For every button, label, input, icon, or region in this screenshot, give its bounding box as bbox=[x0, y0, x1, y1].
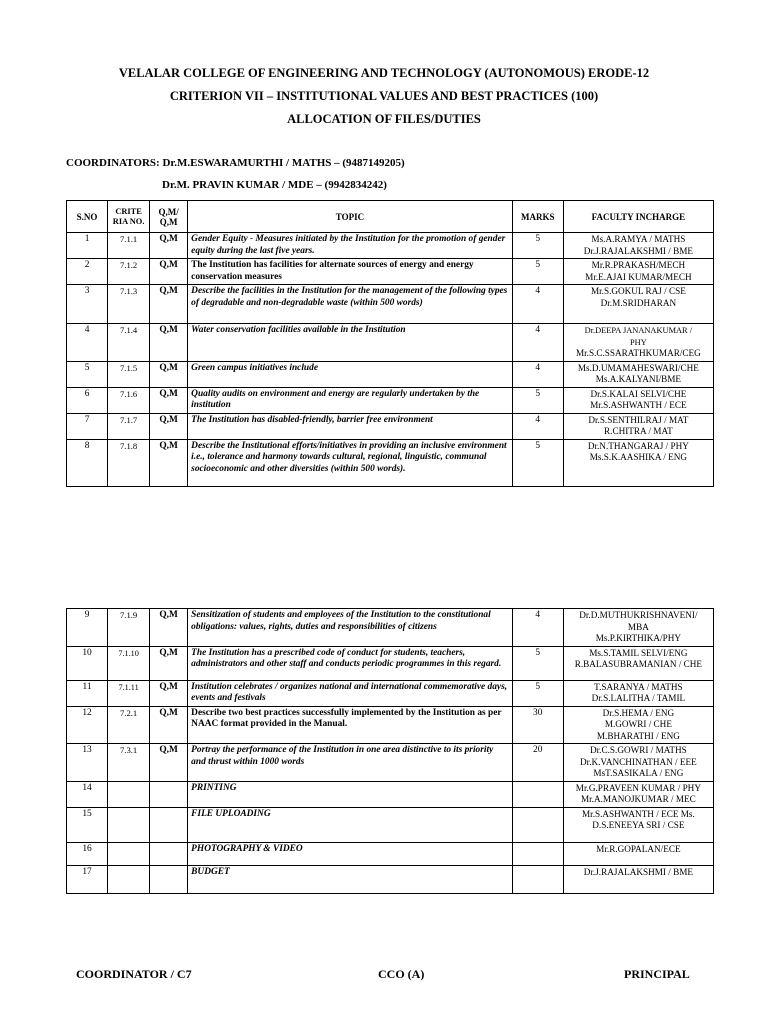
row-marks: 30 bbox=[512, 706, 563, 744]
col-header-topic: TOPIC bbox=[188, 201, 513, 233]
row-topic: Institution celebrates / organizes national and international commemorative days, events and festivals bbox=[188, 680, 513, 706]
row-faculty-incharge bbox=[563, 259, 713, 285]
row-faculty-incharge bbox=[563, 706, 713, 744]
row-qm bbox=[150, 807, 188, 842]
faculty-name: Mr.S.ASHWANTH / ECE bbox=[590, 400, 687, 410]
row-marks: 5 bbox=[512, 259, 563, 285]
faculty-name: MsT.SASIKALA / ENG bbox=[593, 768, 684, 778]
table-row bbox=[67, 865, 714, 893]
faculty-name: Mr.G.PRAVEEN KUMAR / PHY bbox=[575, 782, 701, 793]
allocation-table-part-1 bbox=[66, 200, 714, 487]
row-marks bbox=[512, 842, 563, 865]
row-topic: FILE UPLOADING bbox=[188, 807, 513, 842]
footer-cco: CCO (A) bbox=[378, 967, 425, 981]
faculty-name: Dr.M.SRIDHARAN bbox=[600, 297, 677, 308]
row-qm: Q,M bbox=[150, 744, 188, 782]
row-topic: Green campus initiatives include bbox=[188, 361, 513, 387]
faculty-name: MBA bbox=[627, 621, 649, 632]
row-criteria: 7.3.1 bbox=[108, 744, 150, 782]
row-topic: The Institution has facilities for alternate sources of energy and energy conservation measures bbox=[188, 259, 513, 285]
row-criteria bbox=[108, 842, 150, 865]
row-faculty-incharge bbox=[563, 361, 713, 387]
faculty-name: Dr.C.S.GOWRI / MATHS bbox=[590, 745, 687, 755]
table-row bbox=[67, 361, 714, 387]
row-criteria: 7.1.10 bbox=[108, 646, 150, 680]
row-criteria: 7.2.1 bbox=[108, 706, 150, 744]
row-sno: 3 bbox=[67, 285, 108, 324]
row-topic: Quality audits on environment and energy are regularly undertaken by the institution bbox=[188, 387, 513, 413]
row-topic: Portray the performance of the Institution in one area distinctive to its priority and thrust within 1000 words bbox=[188, 744, 513, 782]
footer-coordinator: COORDINATOR / C7 bbox=[76, 967, 192, 981]
faculty-name: M.GOWRI / CHE bbox=[604, 719, 672, 729]
row-topic: Sensitization of students and employees of the Institution to the constitutional obligations: values, rights, duties and responsibilities of citizens bbox=[188, 609, 513, 647]
row-marks: 4 bbox=[512, 361, 563, 387]
row-marks bbox=[512, 807, 563, 842]
table-row bbox=[67, 233, 714, 259]
row-sno: 15 bbox=[67, 807, 108, 842]
college-title: VELALAR COLLEGE OF ENGINEERING AND TECHNOLOGY (AUTONOMOUS) ERODE-12 bbox=[118, 66, 650, 80]
row-marks bbox=[512, 865, 563, 893]
faculty-name: Dr.N.THANGARAJ / PHY bbox=[587, 440, 689, 451]
row-faculty-incharge bbox=[563, 807, 713, 842]
table-row bbox=[67, 387, 714, 413]
table-row bbox=[67, 706, 714, 744]
col-header-sno: S.NO bbox=[67, 201, 108, 233]
row-criteria: 7.1.11 bbox=[108, 680, 150, 706]
row-faculty-incharge bbox=[563, 285, 713, 324]
faculty-name: Ms.A.RAMYA / MATHS bbox=[591, 234, 686, 244]
row-criteria: 7.1.1 bbox=[108, 233, 150, 259]
row-topic: PHOTOGRAPHY & VIDEO bbox=[188, 842, 513, 865]
row-criteria: 7.1.9 bbox=[108, 609, 150, 647]
row-qm: Q,M bbox=[150, 259, 188, 285]
faculty-name: Dr.DEEPA JANANAKUMAR / bbox=[584, 326, 693, 335]
row-topic: Water conservation facilities available in the Institution bbox=[188, 324, 513, 362]
faculty-name: Dr.D.MUTHUKRISHNAVENI/ bbox=[579, 610, 698, 620]
faculty-name: Dr.S.LALITHA / TAMIL bbox=[591, 693, 686, 703]
coordinator-line-1: COORDINATORS: Dr.M.ESWARAMURTHI / MATHS – (9487149205) bbox=[66, 157, 405, 169]
faculty-name: Mr.E.AJAI KUMAR/MECH bbox=[585, 271, 692, 282]
row-topic: Gender Equity - Measures initiated by the Institution for the promotion of gender equity during the last five years. bbox=[188, 233, 513, 259]
faculty-name: Dr.J.RAJALAKSHMI / BME bbox=[583, 245, 693, 256]
row-faculty-incharge bbox=[563, 387, 713, 413]
row-qm: Q,M bbox=[150, 609, 188, 647]
row-sno: 9 bbox=[67, 609, 108, 647]
row-criteria bbox=[108, 807, 150, 842]
row-faculty-incharge bbox=[563, 324, 713, 362]
faculty-name: Dr.S.SENTHILRAJ / MAT bbox=[588, 414, 689, 425]
table-row bbox=[67, 680, 714, 706]
row-sno: 2 bbox=[67, 259, 108, 285]
row-qm: Q,M bbox=[150, 361, 188, 387]
faculty-name: R.CHITRA / MAT bbox=[604, 426, 673, 436]
row-faculty-incharge bbox=[563, 744, 713, 782]
row-marks: 5 bbox=[512, 680, 563, 706]
faculty-name: Mr.R.PRAKASH/MECH bbox=[591, 260, 686, 270]
row-faculty-incharge bbox=[563, 609, 713, 647]
row-criteria: 7.1.3 bbox=[108, 285, 150, 324]
row-sno: 14 bbox=[67, 781, 108, 807]
faculty-name: D.S.ENEEYA SRI / CSE bbox=[592, 820, 685, 830]
row-qm: Q,M bbox=[150, 439, 188, 486]
row-criteria: 7.1.5 bbox=[108, 361, 150, 387]
row-qm: Q,M bbox=[150, 646, 188, 680]
row-marks: 5 bbox=[512, 387, 563, 413]
faculty-name: M.BHARATHI / ENG bbox=[596, 730, 680, 741]
faculty-name: Mr.S.C.SSARATHKUMAR/CEG bbox=[575, 348, 701, 358]
row-criteria: 7.1.8 bbox=[108, 439, 150, 486]
faculty-name: Ms.S.K.AASHIKA / ENG bbox=[589, 452, 687, 462]
row-qm: Q,M bbox=[150, 233, 188, 259]
row-topic: Describe the Institutional efforts/initiatives in providing an inclusive environment i.e., tolerance and harmony towards cultural, regional, linguistic, communal socioeconomic and other diversities (within 500 words). bbox=[188, 439, 513, 486]
row-qm bbox=[150, 842, 188, 865]
row-topic: The Institution has a prescribed code of conduct for students, teachers, administrators and other staff and conducts periodic programmes in this regard. bbox=[188, 646, 513, 680]
row-topic: PRINTING bbox=[188, 781, 513, 807]
row-qm: Q,M bbox=[150, 706, 188, 744]
row-sno: 16 bbox=[67, 842, 108, 865]
row-qm: Q,M bbox=[150, 324, 188, 362]
table-body-part-2 bbox=[67, 609, 714, 894]
row-qm: Q,M bbox=[150, 413, 188, 439]
row-sno: 17 bbox=[67, 865, 108, 893]
row-sno: 8 bbox=[67, 439, 108, 486]
row-qm: Q,M bbox=[150, 680, 188, 706]
row-marks: 5 bbox=[512, 233, 563, 259]
table-row bbox=[67, 324, 714, 362]
faculty-name: Mr.A.MANOJKUMAR / MEC bbox=[580, 794, 696, 804]
table-row bbox=[67, 781, 714, 807]
table-row bbox=[67, 259, 714, 285]
document-title: ALLOCATION OF FILES/DUTIES bbox=[287, 112, 481, 126]
row-criteria: 7.1.4 bbox=[108, 324, 150, 362]
row-faculty-incharge bbox=[563, 413, 713, 439]
row-sno: 12 bbox=[67, 706, 108, 744]
row-marks: 4 bbox=[512, 324, 563, 362]
criterion-title: CRITERION VII – INSTITUTIONAL VALUES AND BEST PRACTICES (100) bbox=[169, 89, 599, 103]
row-topic: The Institution has disabled-friendly, barrier free environment bbox=[188, 413, 513, 439]
row-sno: 1 bbox=[67, 233, 108, 259]
row-sno: 11 bbox=[67, 680, 108, 706]
faculty-name: Mr.R.GOPALAN/ECE bbox=[596, 843, 681, 854]
table-body-part-1 bbox=[67, 233, 714, 487]
faculty-name: Dr.S.KALAI SELVI/CHE bbox=[590, 388, 687, 399]
row-faculty-incharge bbox=[563, 865, 713, 893]
row-marks bbox=[512, 781, 563, 807]
faculty-name: PHY bbox=[629, 337, 647, 347]
row-criteria: 7.1.2 bbox=[108, 259, 150, 285]
row-qm bbox=[150, 865, 188, 893]
row-criteria bbox=[108, 781, 150, 807]
faculty-name: Dr.S.HEMA / ENG bbox=[602, 707, 675, 718]
row-faculty-incharge bbox=[563, 439, 713, 486]
faculty-name: Ms.A.KALYANI/BME bbox=[595, 374, 682, 384]
col-header-criteria: CRITE RIA NO. bbox=[108, 201, 150, 233]
faculty-name: T.SARANYA / MATHS bbox=[594, 681, 683, 692]
row-faculty-incharge bbox=[563, 680, 713, 706]
table-row bbox=[67, 439, 714, 486]
row-criteria bbox=[108, 865, 150, 893]
table-row bbox=[67, 807, 714, 842]
row-faculty-incharge bbox=[563, 781, 713, 807]
allocation-table-part-2 bbox=[66, 608, 714, 894]
table-row bbox=[67, 646, 714, 680]
row-qm: Q,M bbox=[150, 285, 188, 324]
row-topic: BUDGET bbox=[188, 865, 513, 893]
col-header-qm: Q,M/ Q,M bbox=[150, 201, 188, 233]
row-criteria: 7.1.6 bbox=[108, 387, 150, 413]
row-sno: 6 bbox=[67, 387, 108, 413]
faculty-name: Ms.S.TAMIL SELVI/ENG bbox=[589, 647, 688, 658]
row-sno: 5 bbox=[67, 361, 108, 387]
faculty-name: Dr.K.VANCHINATHAN / EEE bbox=[580, 756, 697, 767]
row-marks: 4 bbox=[512, 285, 563, 324]
table-row bbox=[67, 744, 714, 782]
row-sno: 4 bbox=[67, 324, 108, 362]
row-marks: 5 bbox=[512, 646, 563, 680]
table-row bbox=[67, 413, 714, 439]
faculty-name: R.BALASUBRAMANIAN / CHE bbox=[574, 659, 703, 669]
row-faculty-incharge bbox=[563, 842, 713, 865]
footer-principal: PRINCIPAL bbox=[624, 967, 690, 981]
row-topic: Describe the facilities in the Institution for the management of the following types of degradable and non-degradable waste (within 500 words) bbox=[188, 285, 513, 324]
row-criteria: 7.1.7 bbox=[108, 413, 150, 439]
row-topic: Describe two best practices successfully implemented by the Institution as per NAAC format provided in the Manual. bbox=[188, 706, 513, 744]
table-row bbox=[67, 609, 714, 647]
faculty-name: Dr.J.RAJALAKSHMI / BME bbox=[583, 866, 693, 877]
row-qm bbox=[150, 781, 188, 807]
faculty-name: Mr.S.GOKUL RAJ / CSE bbox=[590, 286, 686, 296]
col-header-marks: MARKS bbox=[512, 201, 563, 233]
row-marks: 4 bbox=[512, 413, 563, 439]
row-marks: 4 bbox=[512, 609, 563, 647]
row-faculty-incharge bbox=[563, 233, 713, 259]
row-marks: 5 bbox=[512, 439, 563, 486]
col-header-faculty: FACULTY INCHARGE bbox=[563, 201, 713, 233]
table-row bbox=[67, 285, 714, 324]
table-row bbox=[67, 842, 714, 865]
row-qm: Q,M bbox=[150, 387, 188, 413]
row-sno: 13 bbox=[67, 744, 108, 782]
faculty-name: Ms.D.UMAMAHESWARI/CHE bbox=[577, 362, 699, 373]
faculty-name: Mr.S.ASHWANTH / ECE Ms. bbox=[581, 808, 695, 819]
coordinator-line-2: Dr.M. PRAVIN KUMAR / MDE – (9942834242) bbox=[162, 179, 387, 191]
row-sno: 10 bbox=[67, 646, 108, 680]
faculty-name: Ms.P.KIRTHIKA/PHY bbox=[595, 633, 681, 643]
row-sno: 7 bbox=[67, 413, 108, 439]
row-marks: 20 bbox=[512, 744, 563, 782]
row-faculty-incharge bbox=[563, 646, 713, 680]
